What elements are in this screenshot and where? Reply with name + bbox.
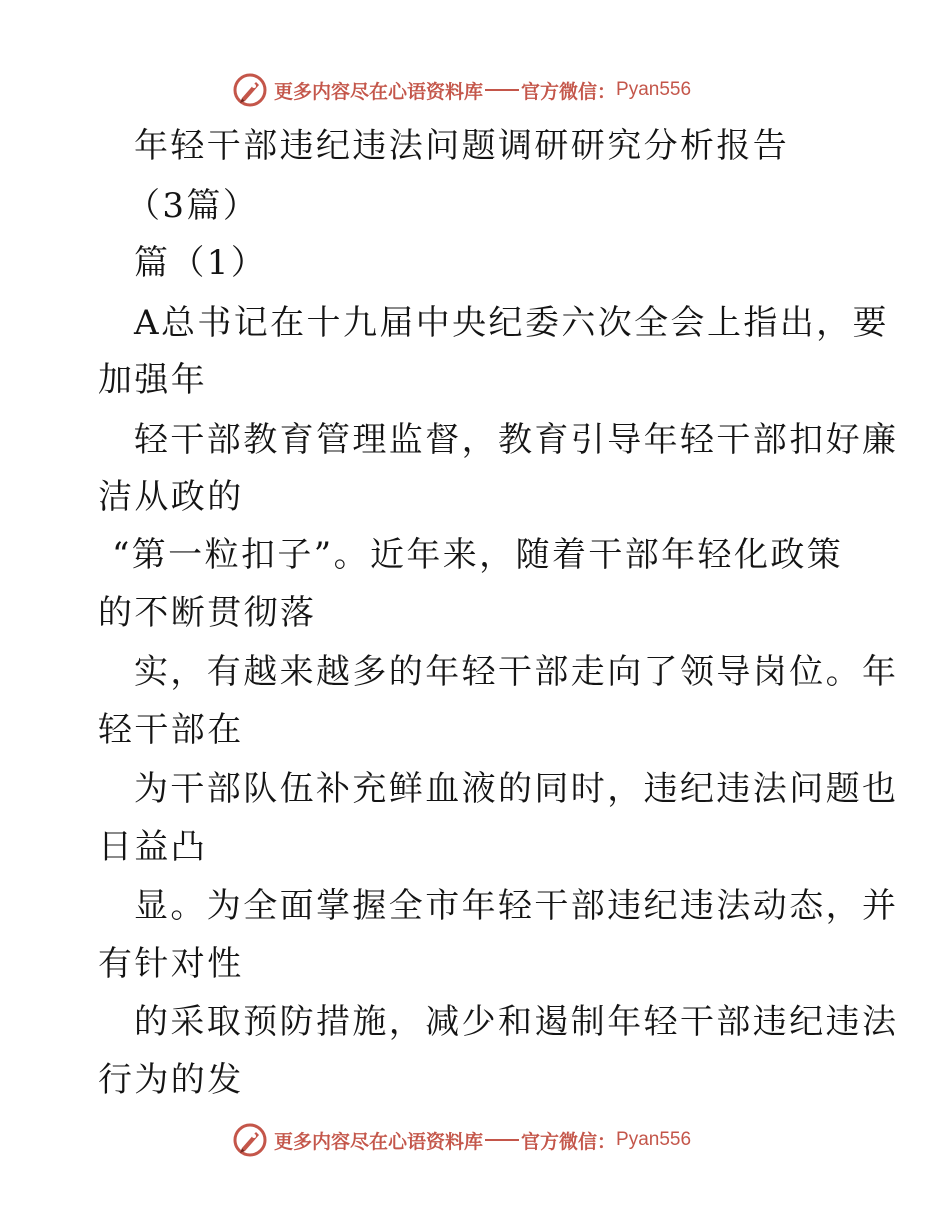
paragraph-line: 轻干部教育管理监督，教育引导年轻干部扣好廉 [134, 420, 899, 460]
watermark-wechat-label: 官方微信： [521, 80, 617, 103]
watermark-wechat-id: Pyan556 [616, 79, 692, 100]
paragraph-line: “第一粒扣子”。近年来，随着干部年轻化政策 [112, 535, 844, 575]
paragraph-line: 为干部队伍补充鲜血液的同时，违纪违法问题也 [134, 769, 899, 809]
document-subtitle: （3篇） [126, 186, 260, 226]
paragraph-line: 显。为全面掌握全市年轻干部违纪违法动态，并 [134, 886, 899, 926]
document-title: 年轻干部违纪违法问题调研研究分析报告 [134, 126, 790, 166]
watermark-site-text: 更多内容尽在心语资料库 [274, 1130, 484, 1153]
paragraph-line: 有针对性 [98, 944, 244, 984]
watermark-dash [485, 89, 519, 91]
paragraph-line: 洁从政的 [98, 477, 244, 517]
paragraph-line: 加强年 [98, 360, 208, 400]
footer-watermark [232, 1120, 752, 1160]
watermark-site-text: 更多内容尽在心语资料库 [274, 80, 484, 103]
pen-logo-icon [232, 1122, 268, 1158]
paragraph-line: A总书记在十九届中央纪委六次全会上指出，要 [134, 303, 889, 343]
watermark-dash [485, 1139, 519, 1141]
paragraph-line: 实，有越来越多的年轻干部走向了领导岗位。年 [134, 652, 899, 692]
watermark-wechat-label: 官方微信： [521, 1130, 617, 1153]
paragraph-line: 行为的发 [98, 1060, 244, 1100]
paragraph-line: 轻干部在 [98, 710, 244, 750]
paragraph-line: 的不断贯彻落 [98, 593, 317, 633]
watermark-wechat-id: Pyan556 [616, 1129, 692, 1150]
paragraph-line: 日益凸 [98, 827, 208, 867]
section-heading: 篇（1） [134, 243, 268, 283]
pen-logo-icon [232, 72, 268, 108]
header-watermark [232, 70, 752, 110]
paragraph-line: 的采取预防措施，减少和遏制年轻干部违纪违法 [134, 1002, 899, 1042]
